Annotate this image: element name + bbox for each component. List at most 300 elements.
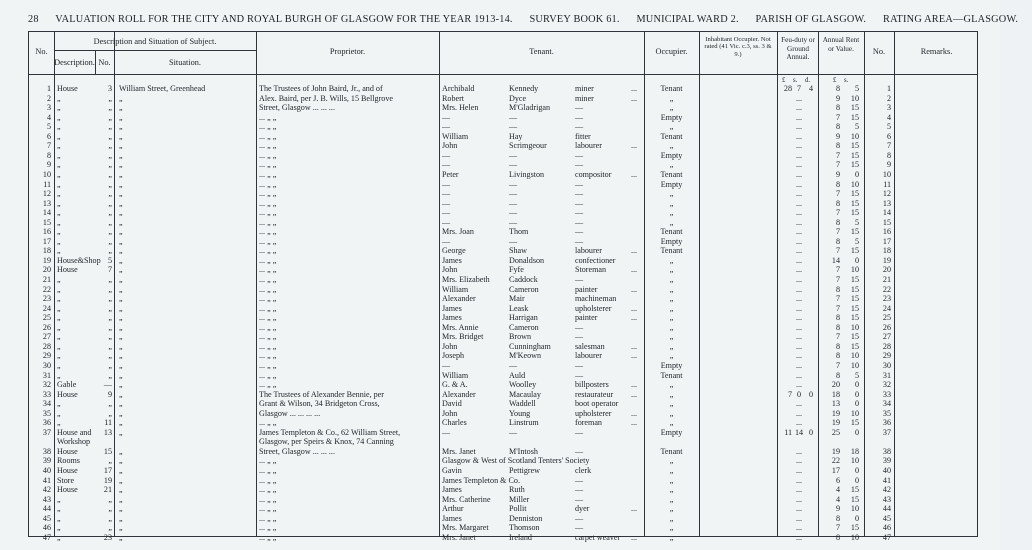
row-feu-shillings: ... — [795, 418, 803, 428]
row-leader-dots: ... — [631, 532, 638, 542]
row-house-number: 11 — [104, 418, 112, 428]
row-house-number: „ — [108, 275, 112, 284]
row-situation: „ — [119, 208, 123, 218]
row-rent-shillings: 5 — [854, 236, 859, 246]
row-house-number: „ — [108, 246, 112, 256]
row-rent-shillings: 15 — [850, 523, 859, 533]
row-description: „ — [57, 112, 61, 122]
row-house-number: „ — [108, 456, 112, 466]
row-tenant-last: Cameron — [509, 322, 539, 332]
row-number: 11 — [43, 179, 51, 189]
row-tenant-occupation: Storeman — [575, 265, 607, 275]
row-number: 45 — [42, 513, 51, 523]
row-situation: „ — [119, 408, 123, 418]
row-tenant-last: Hay — [509, 131, 523, 141]
row-tenant-last: Linstrum — [509, 418, 539, 428]
unit-rent-pounds: £ — [833, 77, 837, 84]
row-tenant-first: Archibald — [442, 84, 475, 93]
row-tenant-occupation: fitter — [575, 131, 591, 141]
row-description: „ — [57, 141, 61, 151]
row-tenant-occupation: — — [575, 427, 584, 437]
row-feu-pence: 4 — [808, 84, 814, 93]
row-situation: „ — [119, 294, 123, 304]
row-tenant-occupation: — — [575, 322, 584, 332]
row-tenant-first: Mrs. Janet — [442, 446, 476, 456]
row-tenant-last: Cunningham — [509, 341, 551, 351]
row-situation: „ — [119, 370, 123, 380]
row-proprietor: ... „ „ — [259, 418, 277, 428]
row-rent-pounds: 6 — [835, 475, 840, 485]
row-proprietor: ... „ „ — [259, 485, 277, 495]
row-rent-pounds: 7 — [835, 360, 840, 370]
row-feu-shillings: ... — [795, 332, 803, 342]
row-number: 10 — [42, 169, 51, 179]
row-tenant-last: — — [509, 236, 518, 246]
row-description: „ — [57, 198, 61, 208]
row-tenant-first: William — [442, 370, 469, 380]
row-description: „ — [57, 169, 61, 179]
row-proprietor: ... „ „ — [259, 466, 277, 475]
row-tenant-last: Brown — [509, 332, 532, 342]
row-tenant-occupation: labourer — [575, 141, 602, 151]
row-leader-dots: ... — [631, 93, 638, 103]
row-description: House and — [57, 427, 92, 437]
row-rent-shillings: 10 — [850, 532, 859, 542]
row-feu-shillings: 7 — [796, 84, 802, 93]
row-occupier: „ — [669, 418, 674, 428]
row-rent-pounds: 8 — [835, 84, 840, 93]
row-number-right: 43 — [882, 494, 891, 504]
row-situation: „ — [119, 189, 123, 199]
row-house-number: „ — [108, 351, 112, 361]
row-tenant-occupation: — — [575, 494, 584, 504]
row-leader-dots: ... — [631, 418, 638, 428]
row-description: „ — [57, 246, 61, 256]
row-rent-shillings: 15 — [850, 275, 859, 284]
row-tenant-occupation: — — [575, 275, 584, 284]
row-house-number: — — [103, 380, 112, 390]
row-proprietor: ... „ „ — [259, 523, 277, 533]
row-description: Store — [57, 475, 75, 485]
row-rent-pounds: 17 — [831, 466, 840, 475]
row-occupier: „ — [669, 322, 674, 332]
row-description: „ — [57, 313, 61, 323]
row-number-right: 6 — [886, 131, 891, 141]
row-number-right: 47 — [882, 532, 891, 542]
row-rent-shillings: 0 — [854, 475, 859, 485]
row-situation: „ — [119, 141, 123, 151]
row-number-right: 41 — [882, 475, 891, 485]
row-feu-shillings: ... — [795, 485, 803, 495]
row-proprietor: Grant & Wilson, 34 Bridgeton Cross, — [259, 399, 380, 409]
row-occupier: „ — [669, 208, 674, 218]
unit-feu-pence: d. — [805, 77, 811, 84]
row-number: 23 — [42, 294, 51, 304]
row-number: 13 — [42, 198, 51, 208]
row-leader-dots: ... — [631, 284, 638, 294]
row-situation: „ — [119, 485, 123, 495]
row-tenant-first: David — [442, 399, 462, 409]
parish: PARISH OF GLASGOW. — [755, 14, 867, 25]
row-tenant-occupation: — — [575, 446, 584, 456]
row-proprietor: ... „ „ — [259, 169, 277, 179]
row-situation: „ — [119, 399, 123, 409]
row-situation: „ — [119, 236, 123, 246]
row-rent-pounds: 8 — [835, 341, 840, 351]
row-number: 21 — [42, 275, 51, 284]
row-description: House — [57, 446, 78, 456]
row-feu-shillings: ... — [795, 160, 803, 170]
row-situation: „ — [119, 418, 123, 428]
row-description: House — [57, 485, 78, 495]
row-leader-dots: ... — [631, 84, 638, 93]
row-feu-shillings: ... — [795, 246, 803, 256]
row-proprietor: ... „ „ — [259, 456, 277, 466]
row-tenant-first: William — [442, 284, 469, 294]
row-number-right: 31 — [882, 370, 891, 380]
row-description: House — [57, 265, 78, 275]
col-occupier: Occupier. — [655, 47, 688, 56]
row-tenant-first: — — [442, 198, 451, 208]
row-feu-shillings: ... — [795, 466, 803, 475]
row-number-right: 32 — [882, 380, 891, 390]
row-feu-shillings: ... — [795, 370, 803, 380]
row-description: Rooms — [57, 456, 80, 466]
row-feu-pence: 0 — [808, 389, 814, 399]
row-tenant-occupation: — — [575, 227, 584, 237]
row-number-right: 45 — [882, 513, 891, 523]
row-rent-shillings: 15 — [850, 294, 859, 304]
col-feu-duty: Feu-duty or Ground Annual. — [781, 36, 815, 62]
row-proprietor: ... „ „ — [259, 341, 277, 351]
row-feu-shillings: ... — [795, 341, 803, 351]
row-rent-shillings: 15 — [850, 208, 859, 218]
row-proprietor: ... „ „ — [259, 246, 277, 256]
row-tenant-first: — — [442, 179, 451, 189]
row-number: 37 — [42, 427, 51, 437]
row-number-right: 7 — [886, 141, 891, 151]
row-proprietor: ... „ „ — [259, 141, 277, 151]
row-feu-shillings: ... — [795, 523, 803, 533]
row-number: 14 — [42, 208, 51, 218]
row-occupier: Tenant — [660, 169, 683, 179]
row-tenant-first: Peter — [442, 169, 459, 179]
row-description: „ — [57, 227, 61, 237]
row-house-number: „ — [108, 179, 112, 189]
row-situation: „ — [119, 227, 123, 237]
row-tenant-occupation: — — [575, 122, 584, 132]
row-feu-shillings: ... — [795, 112, 803, 122]
row-house-number: „ — [108, 294, 112, 304]
row-description: „ — [57, 275, 61, 284]
row-proprietor: ... „ „ — [259, 351, 277, 361]
row-number: 43 — [42, 494, 51, 504]
row-tenant-last: Livingston — [509, 169, 545, 179]
row-proprietor: ... „ „ — [259, 189, 277, 199]
row-tenant-first: — — [442, 122, 451, 132]
row-number: 40 — [42, 466, 51, 475]
row-rent-pounds: 7 — [835, 227, 840, 237]
row-rent-shillings: 15 — [850, 160, 859, 170]
row-rent-shillings: 15 — [850, 303, 859, 313]
row-situation: „ — [119, 456, 123, 466]
row-tenant-first: Robert — [442, 93, 465, 103]
col-number: No. — [98, 58, 111, 67]
row-rent-pounds: 8 — [835, 179, 840, 189]
row-rent-shillings: 0 — [854, 255, 859, 265]
row-tenant-last: M'Intosh — [509, 446, 538, 456]
row-number-right: 11 — [883, 179, 891, 189]
row-feu-shillings: ... — [795, 122, 803, 132]
row-rent-shillings: 10 — [850, 351, 859, 361]
row-rent-shillings: 0 — [854, 169, 859, 179]
row-house-number: „ — [108, 408, 112, 418]
row-feu-shillings: ... — [795, 227, 803, 237]
row-rent-pounds: 8 — [835, 198, 840, 208]
row-tenant-first: James — [442, 255, 462, 265]
row-description: „ — [57, 370, 61, 380]
row-occupier: Tenant — [660, 370, 683, 380]
row-rent-pounds: 9 — [835, 169, 840, 179]
row-feu-shillings: ... — [795, 494, 803, 504]
row-description: House — [57, 389, 78, 399]
row-rent-shillings: 0 — [854, 389, 859, 399]
row-house-number: „ — [108, 236, 112, 246]
row-number-right: 39 — [882, 456, 891, 466]
row-house-number: „ — [108, 513, 112, 523]
row-tenant-occupation: painter — [575, 313, 598, 323]
row-situation: „ — [119, 217, 123, 227]
roll-title: VALUATION ROLL FOR THE CITY AND ROYAL BURGH OF GLASGOW FOR THE YEAR 1913-14. — [55, 14, 513, 25]
row-rent-shillings: 5 — [854, 122, 859, 132]
row-number-right: 3 — [886, 103, 891, 113]
row-situation: William Street, Greenhead — [119, 84, 206, 93]
row-rent-shillings: 15 — [850, 189, 859, 199]
row-house-number: „ — [108, 150, 112, 160]
row-feu-shillings: ... — [795, 217, 803, 227]
row-situation: „ — [119, 284, 123, 294]
row-tenant-occupation: — — [575, 150, 584, 160]
row-tenant-first: William — [442, 131, 469, 141]
row-description: „ — [57, 131, 61, 141]
row-proprietor: ... „ „ — [259, 227, 277, 237]
row-occupier: „ — [669, 255, 674, 265]
row-description: „ — [57, 341, 61, 351]
row-number: 44 — [42, 504, 51, 514]
row-rent-pounds: 8 — [835, 236, 840, 246]
row-tenant-first: — — [442, 189, 451, 199]
row-tenant-first: Alexander — [442, 389, 476, 399]
row-occupier: „ — [669, 475, 674, 485]
row-tenant-last: — — [509, 217, 518, 227]
row-number: 26 — [42, 322, 51, 332]
row-leader-dots: ... — [631, 341, 638, 351]
row-house-number: 23 — [103, 532, 112, 542]
row-feu-shillings: ... — [795, 169, 803, 179]
row-tenant-occupation: — — [575, 485, 584, 495]
row-rent-shillings: 0 — [854, 380, 859, 390]
row-number: 32 — [42, 380, 51, 390]
row-rent-pounds: 8 — [835, 370, 840, 380]
row-situation: „ — [119, 532, 123, 542]
row-feu-shillings: ... — [795, 150, 803, 160]
row-occupier: „ — [669, 523, 674, 533]
row-rent-pounds: 7 — [835, 294, 840, 304]
row-description: „ — [57, 284, 61, 294]
row-leader-dots: ... — [631, 351, 638, 361]
row-number: 15 — [42, 217, 51, 227]
row-occupier: Tenant — [660, 227, 683, 237]
row-tenant-first: John — [442, 141, 458, 151]
row-tenant-occupation: — — [575, 208, 584, 218]
row-feu-shillings: ... — [795, 504, 803, 514]
row-tenant-first: Arthur — [442, 504, 464, 514]
row-rent-shillings: 0 — [854, 466, 859, 475]
row-house-number: 5 — [107, 255, 112, 265]
row-house-number: „ — [108, 313, 112, 323]
row-tenant-occupation: labourer — [575, 351, 602, 361]
row-rent-shillings: 10 — [850, 408, 859, 418]
row-tenant-first: Mrs. Bridget — [442, 332, 484, 342]
row-occupier: Empty — [660, 112, 683, 122]
row-proprietor: ... „ „ — [259, 370, 277, 380]
row-occupier: „ — [669, 456, 674, 466]
row-occupier: „ — [669, 532, 674, 542]
row-description: „ — [57, 523, 61, 533]
row-house-number: „ — [108, 103, 112, 113]
row-house-number: „ — [108, 169, 112, 179]
row-rent-pounds: 8 — [835, 103, 840, 113]
row-number-right: 24 — [882, 303, 891, 313]
row-leader-dots: ... — [631, 313, 638, 323]
row-rent-shillings: 0 — [854, 399, 859, 409]
row-feu-shillings: ... — [795, 351, 803, 361]
row-proprietor: ... „ „ — [259, 265, 277, 275]
row-tenant-first: — — [442, 360, 451, 370]
row-situation: „ — [119, 303, 123, 313]
row-rent-shillings: 15 — [850, 332, 859, 342]
municipal-ward: MUNICIPAL WARD 2. — [636, 14, 739, 25]
row-number-right: 22 — [882, 284, 891, 294]
row-rent-shillings: 0 — [854, 513, 859, 523]
row-tenant-occupation: — — [575, 523, 584, 533]
row-description: House&Shop — [57, 255, 101, 265]
row-proprietor: ... „ „ — [259, 504, 277, 514]
row-tenant-last: Thomson — [509, 523, 540, 533]
row-rent-shillings: 5 — [854, 84, 859, 93]
row-number: 22 — [42, 284, 51, 294]
row-situation: „ — [119, 169, 123, 179]
row-tenant-occupation: — — [575, 112, 584, 122]
row-situation: „ — [119, 246, 123, 256]
row-situation: „ — [119, 275, 123, 284]
row-proprietor: Alex. Baird, per J. B. Wills, 15 Bellgrove — [259, 93, 393, 103]
row-proprietor: The Trustees of Alexander Bennie, per — [259, 389, 384, 399]
row-tenant-occupation: — — [575, 475, 584, 485]
row-number-right: 23 — [882, 294, 891, 304]
row-number: 33 — [42, 389, 51, 399]
row-proprietor: ... „ „ — [259, 275, 277, 284]
row-proprietor: Street, Glasgow ... ... ... — [259, 103, 335, 113]
row-number: 19 — [42, 255, 51, 265]
row-occupier: „ — [669, 389, 674, 399]
row-occupier: Tenant — [660, 246, 683, 256]
row-feu-shillings: ... — [795, 198, 803, 208]
row-tenant-last: M'Keown — [509, 351, 542, 361]
row-leader-dots: ... — [631, 408, 638, 418]
row-tenant-last: Dyce — [509, 93, 527, 103]
row-feu-pounds: 11 — [784, 427, 792, 437]
row-number: 20 — [42, 265, 51, 275]
row-house-number: „ — [108, 131, 112, 141]
row-number-right: 8 — [886, 150, 891, 160]
row-tenant-first: — — [442, 150, 451, 160]
row-leader-dots: ... — [631, 141, 638, 151]
row-occupier: „ — [669, 122, 674, 132]
row-number: 4 — [46, 112, 51, 122]
row-number-right: 12 — [882, 189, 891, 199]
row-rent-pounds: 8 — [835, 284, 840, 294]
row-number: 16 — [42, 227, 51, 237]
row-description: „ — [57, 93, 61, 103]
unit-feu-shillings: s. — [793, 77, 798, 84]
row-proprietor: ... „ „ — [259, 313, 277, 323]
page-number: 28 — [28, 14, 39, 25]
row-number-right: 46 — [882, 523, 891, 533]
row-tenant-last: — — [509, 160, 518, 170]
row-rent-pounds: 4 — [835, 485, 840, 495]
row-feu-shillings: ... — [795, 446, 803, 456]
row-house-number: „ — [108, 141, 112, 151]
row-number: 38 — [42, 446, 51, 456]
row-situation: „ — [119, 131, 123, 141]
row-tenant-first: Mrs. Janet — [442, 532, 476, 542]
row-tenant-last: Shaw — [509, 246, 527, 256]
row-feu-shillings: ... — [795, 103, 803, 113]
row-description: „ — [57, 236, 61, 246]
row-number: 24 — [42, 303, 51, 313]
unit-feu-pounds: £ — [782, 77, 786, 84]
row-occupier: Tenant — [660, 84, 683, 93]
row-tenant-last: — — [509, 360, 518, 370]
row-situation: „ — [119, 179, 123, 189]
row-house-number: „ — [108, 160, 112, 170]
row-description: House — [57, 466, 78, 475]
row-number: 27 — [42, 332, 51, 342]
row-tenant-first: — — [442, 427, 451, 437]
row-feu-pounds: 28 — [783, 84, 792, 93]
row-number-right: 37 — [882, 427, 891, 437]
row-rent-pounds: 14 — [831, 255, 840, 265]
row-number: 31 — [42, 370, 51, 380]
row-rent-pounds: 20 — [831, 380, 840, 390]
row-tenant-last: Fyfe — [509, 265, 524, 275]
row-rent-shillings: 15 — [850, 141, 859, 151]
row-feu-shillings: ... — [795, 179, 803, 189]
row-rent-shillings: 15 — [850, 494, 859, 504]
row-description: „ — [57, 208, 61, 218]
row-rent-pounds: 7 — [835, 208, 840, 218]
row-feu-shillings: ... — [795, 189, 803, 199]
row-tenant-occupation: — — [575, 236, 584, 246]
row-house-number: 9 — [107, 389, 112, 399]
row-occupier: „ — [669, 408, 674, 418]
row-house-number: 21 — [103, 485, 112, 495]
row-occupier: „ — [669, 513, 674, 523]
row-description: „ — [57, 160, 61, 170]
row-description: House — [57, 84, 78, 93]
row-tenant-occupation: billposters — [575, 380, 609, 390]
